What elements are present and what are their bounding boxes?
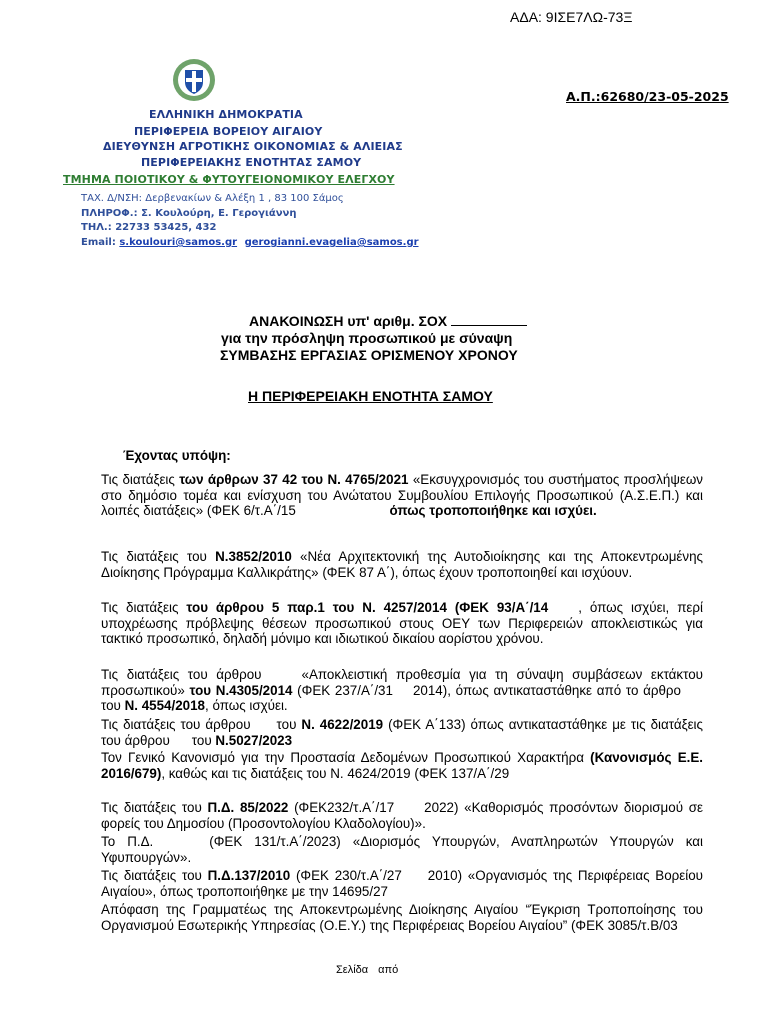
contact-info: ΠΛΗΡΟΦ.: Σ. Κουλούρη, Ε. Γερογιάννη (81, 208, 297, 219)
page-footer: Σελίδα από (336, 964, 399, 976)
regional-unit-title: Η ΠΕΡΙΦΕΡΕΙΑΚΗ ΕΝΟΤΗΤΑ ΣΑΜΟΥ (248, 388, 493, 404)
paragraph-4: Τις διατάξεις του άρθρου «Αποκλειστική προθεσμία για τη σύναψη συμβάσεων εκτάκτου προσωπικού» του Ν.4305/2014 (ΦΕΚ 237/Α΄/31 2014), όπως αντικαταστάθηκε από το άρθροτου Ν. 4554/2018, όπως ισχύει. (101, 667, 703, 714)
header-line-4: ΠΕΡΙΦΕΡΕΙΑΚΗΣ ΕΝΟΤΗΤΑΣ ΣΑΜΟΥ (141, 156, 362, 169)
paragraph-6: Τον Γενικό Κανονισμό για την Προστασία Δεδομένων Προσωπικού Χαρακτήρα (Κανονισμός Ε.Ε. 2016/679), καθώς και τις διατάξεις του Ν. 4624/2019 (ΦΕΚ 137/Α΄/29 (101, 750, 703, 781)
considering-heading: Έχοντας υπόψη: (123, 448, 231, 463)
email-link-2[interactable]: gerogianni.evagelia@samos.gr (244, 237, 419, 248)
paragraph-9: Τις διατάξεις του Π.Δ.137/2010 (ΦΕΚ 230/τ.Α΄/27 2010) «Οργανισμός της Περιφέρειας Βορείου Αιγαίου», όπως τροποποιήθηκε με την 14695/27 (101, 868, 704, 899)
paragraph-7: Τις διατάξεις του Π.Δ. 85/2022 (ΦΕΚ232/τ.Α΄/17 2022) «Καθορισμός προσόντων διορισμού σε φορείς του Δημοσίου (Προσοντολογίου Κλαδολογίου)». (101, 800, 703, 831)
header-line-5: ΤΜΗΜΑ ΠΟΙΟΤΙΚΟΥ & ΦΥΤΟΥΓΕΙΟΝΟΜΙΚΟΥ ΕΛΕΓΧΟΥ (63, 173, 395, 186)
paragraph-8: Το Π.Δ. (ΦΕΚ 131/τ.Α΄/2023) «Διορισμός Υπουργών, Αναπληρωτών Υπουργών και Υφυπουργών». (101, 834, 703, 865)
header-line-2: ΠΕΡΙΦΕΡΕΙΑ ΒΟΡΕΙΟΥ ΑΙΓΑΙΟΥ (134, 125, 323, 138)
header-line-1: ΕΛΛΗΝΙΚΗ ΔΗΜΟΚΡΑΤΙΑ (149, 108, 303, 121)
header-line-3: ΔΙΕΥΘΥΝΣΗ ΑΓΡΟΤΙΚΗΣ ΟΙΚΟΝΟΜΙΑΣ & ΑΛΙΕΙΑΣ (103, 140, 403, 153)
announcement-subtitle: για την πρόσληψη προσωπικού με σύναψη (221, 330, 513, 346)
protocol-number: Α.Π.:62680/23-05-2025 (566, 89, 729, 104)
paragraph-5: Τις διατάξεις του άρθρου του Ν. 4622/2019 (ΦΕΚ Α΄133) όπως αντικαταστάθηκε με τις διατάξεις του άρθρου του Ν.5027/2023 (101, 717, 703, 748)
paragraph-3: Τις διατάξεις του άρθρου 5 παρ.1 του Ν. 4257/2014 (ΦΕΚ 93/Α΄/14 , όπως ισχύει, περί υποχρέωσης πρόβλεψης θέσεων προσωπικού στους ΟΕΥ των Περιφερειών αποκλειστικώς για τακτικό προσωπικό, δηλαδή μόνιμο και ιδιωτικού δικαίου αορίστου χρόνου. (101, 600, 703, 647)
paragraph-1: Τις διατάξεις των άρθρων 37 42 του Ν. 4765/2021 «Εκσυγχρονισμός του συστήματος προσλήψεων στο δημόσιο τομέα και ενίσχυση του Ανώτατου Συμβουλίου Επιλογής Προσωπικού (Α.Σ.Ε.Π.) και λοιπές διατάξεις» (ΦΕΚ 6/τ.Α΄/15 όπως τροποποιήθηκε και ισχύει. (101, 472, 703, 519)
paragraph-10: Απόφαση της Γραμματέως της Αποκεντρωμένης Διοίκησης Αιγαίου “Έγκριση Τροποποίησης του Οργανισμού Εσωτερικής Υπηρεσίας (Ο.Ε.Υ.) της Περιφέρειας Βορείου Αιγαίου” (ΦΕΚ 3085/τ.Β/03 (101, 902, 703, 933)
email-label: Email: (81, 237, 116, 248)
contact-address: ΤΑΧ. Δ/ΝΣΗ: Δερβενακίων & Αλέξη 1 , 83 100 Σάμος (81, 193, 344, 204)
contact-phone: ΤΗΛ.: 22733 53425, 432 (81, 222, 217, 233)
announcement-title: ΑΝΑΚΟΙΝΩΣΗ υπ' αριθμ. ΣΟΧ (249, 313, 527, 329)
contact-email-row (81, 237, 419, 248)
email-link-1[interactable]: s.koulouri@samos.gr (119, 237, 238, 248)
ada-code: ΑΔΑ: 9ΙΣΕ7ΛΩ-73Ξ (510, 9, 633, 25)
paragraph-2: Τις διατάξεις του Ν.3852/2010 «Νέα Αρχιτεκτονική της Αυτοδιοίκησης και της Αποκεντρωμένης Διοίκησης Πρόγραμμα Καλλικράτης» (ΦΕΚ 87 Α΄), όπως έχουν τροποποιηθεί και ισχύουν. (101, 549, 703, 580)
contract-type-title: ΣΥΜΒΑΣΗΣ ΕΡΓΑΣΙΑΣ ΟΡΙΣΜΕΝΟΥ ΧΡΟΝΟΥ (220, 347, 518, 363)
hellenic-republic-emblem-icon (172, 58, 216, 102)
